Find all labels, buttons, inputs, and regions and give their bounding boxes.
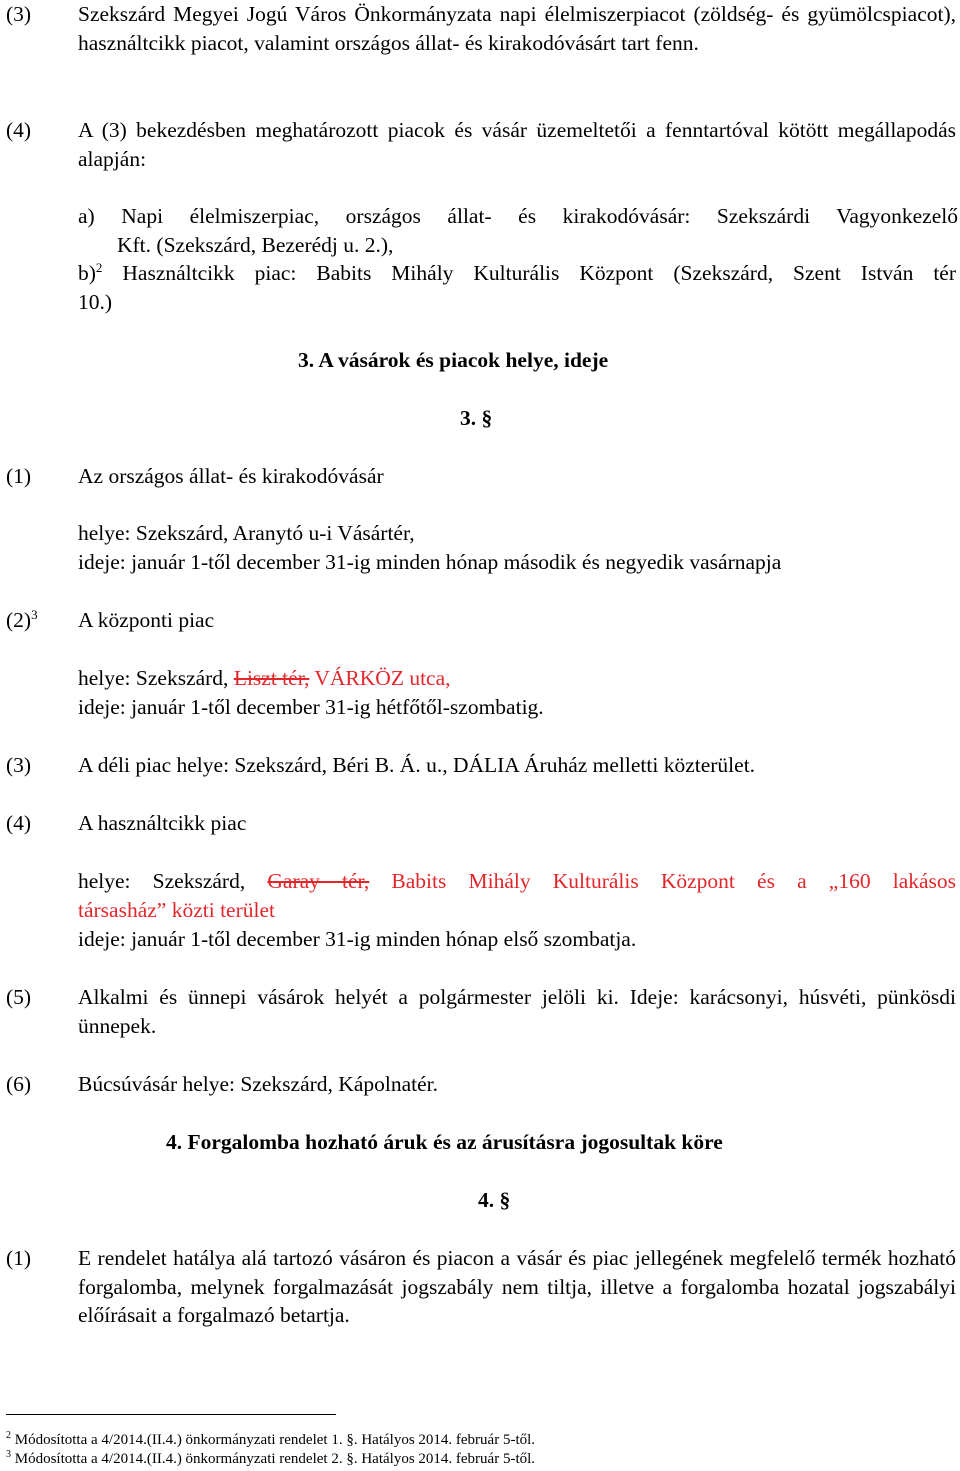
paragraph-title: Az országos állat- és kirakodóvásár [78,464,384,488]
time-line: ideje: január 1-től december 31-ig minden hónap második és negyedik vasárnapja [78,550,782,574]
footnote-text: Módosította a 4/2014.(II.4.) önkormányzati rendelet 2. §. Hatályos 2014. február 5-től. [14,1451,536,1467]
list-marker: b) [78,261,96,285]
inserted-text: társasház” közti terület [78,898,275,922]
footnote-text: Módosította a 4/2014.(II.4.) önkormányzati rendelet 1. §. Hatályos 2014. február 5-től. [14,1432,536,1448]
paragraph-text: Alkalmi és ünnepi vásárok helyét a polgármester jelöli ki. Ideje: karácsonyi, húsvéti, pünkösdi ünnepek. [78,985,956,1038]
list-item [78,202,958,231]
paragraph-text: A (3) bekezdésben meghatározott piacok és vásár üzemeltetői a fenntartóval kötött megállapodás alapján: [78,118,956,171]
section-paragraph-sign: 3. § [460,406,493,430]
para-number: (3) [6,2,32,26]
inserted-text: Babits Mihály Kulturális Központ és a „160 lakásos [391,869,957,893]
location-prefix: helye: Szekszárd, [78,666,234,690]
para-number [6,606,38,635]
section-heading: 3. A vásárok és piacok helye, ideje [298,348,609,372]
section-paragraph-sign: 4. § [478,1188,511,1212]
location-line [78,867,956,896]
paragraph [78,983,956,1040]
para-number: (4) [6,118,32,142]
footnote-ref[interactable]: 2 [95,260,103,275]
location-line: helye: Szekszárd, Aranytó u-i Vásártér, [78,521,415,545]
para-number: (3) [6,753,32,777]
deleted-text: Liszt tér, [233,666,310,690]
deleted-text: Garay tér, [267,869,370,893]
location-prefix: helye: Szekszárd, [78,869,246,893]
para-number: (5) [6,985,32,1009]
time-line: ideje: január 1-től december 31-ig minden hónap első szombatja. [78,927,637,951]
list-item [78,259,956,288]
paragraph-text: Búcsúvásár helye: Szekszárd, Kápolnatér. [78,1072,438,1096]
paragraph-text: E rendelet hatálya alá tartozó vásáron és piacon a vásár és piac jellegének megfelelő termék hozható forgalomba, melynek forgalmazását jogszabály nem tiltja, illetve a forgalomba hozatal jogszabályi előírásait a forgalmazó betartja. [78,1246,956,1327]
footnote-number: 2 [6,1430,11,1441]
paragraph [78,1244,956,1330]
time-line: ideje: január 1-től december 31-ig hétfőtől-szombatig. [78,695,544,719]
para-number: (1) [6,1246,32,1270]
list-marker: a) [78,204,95,228]
para-number: (4) [6,811,32,835]
location-line [78,664,451,693]
paragraph-title: A használtcikk piac [78,811,247,835]
list-item-continuation: Kft. (Szekszárd, Bezerédj u. 2.), [117,233,394,257]
paragraph-text: A déli piac helye: Szekszárd, Béri B. Á. u., DÁLIA Áruház melletti közterület. [78,753,756,777]
footnote [6,1431,535,1450]
para-number-text: (2) [6,608,32,632]
paragraph-text: Szekszárd Megyei Jogú Város Önkormányzata napi élelmiszerpiacot (zöldség- és gyümölcspiacot), használtcikk piacot, valamint országos állat- és kirakodóvásárt tart fenn. [78,2,956,55]
footnote [6,1450,535,1469]
paragraph [78,116,956,173]
para-number: (6) [6,1072,32,1096]
list-item-text: Használtcikk piac: Babits Mihály Kulturális Központ (Szekszárd, Szent István tér [122,261,956,285]
para-number: (1) [6,464,32,488]
footnote-ref[interactable]: 3 [31,607,38,622]
list-item-continuation: 10.) [78,290,113,314]
list-item-text: Napi élelmiszerpiac, országos állat- és kirakodóvásár: Szekszárdi Vagyonkezelő [121,204,958,228]
section-heading: 4. Forgalomba hozható áruk és az árusításra jogosultak köre [166,1130,723,1154]
inserted-text: VÁRKÖZ utca, [314,666,451,690]
footnote-number: 3 [6,1449,11,1460]
paragraph-title: A központi piac [78,608,215,632]
footnote-separator [6,1414,336,1415]
paragraph [78,0,956,57]
